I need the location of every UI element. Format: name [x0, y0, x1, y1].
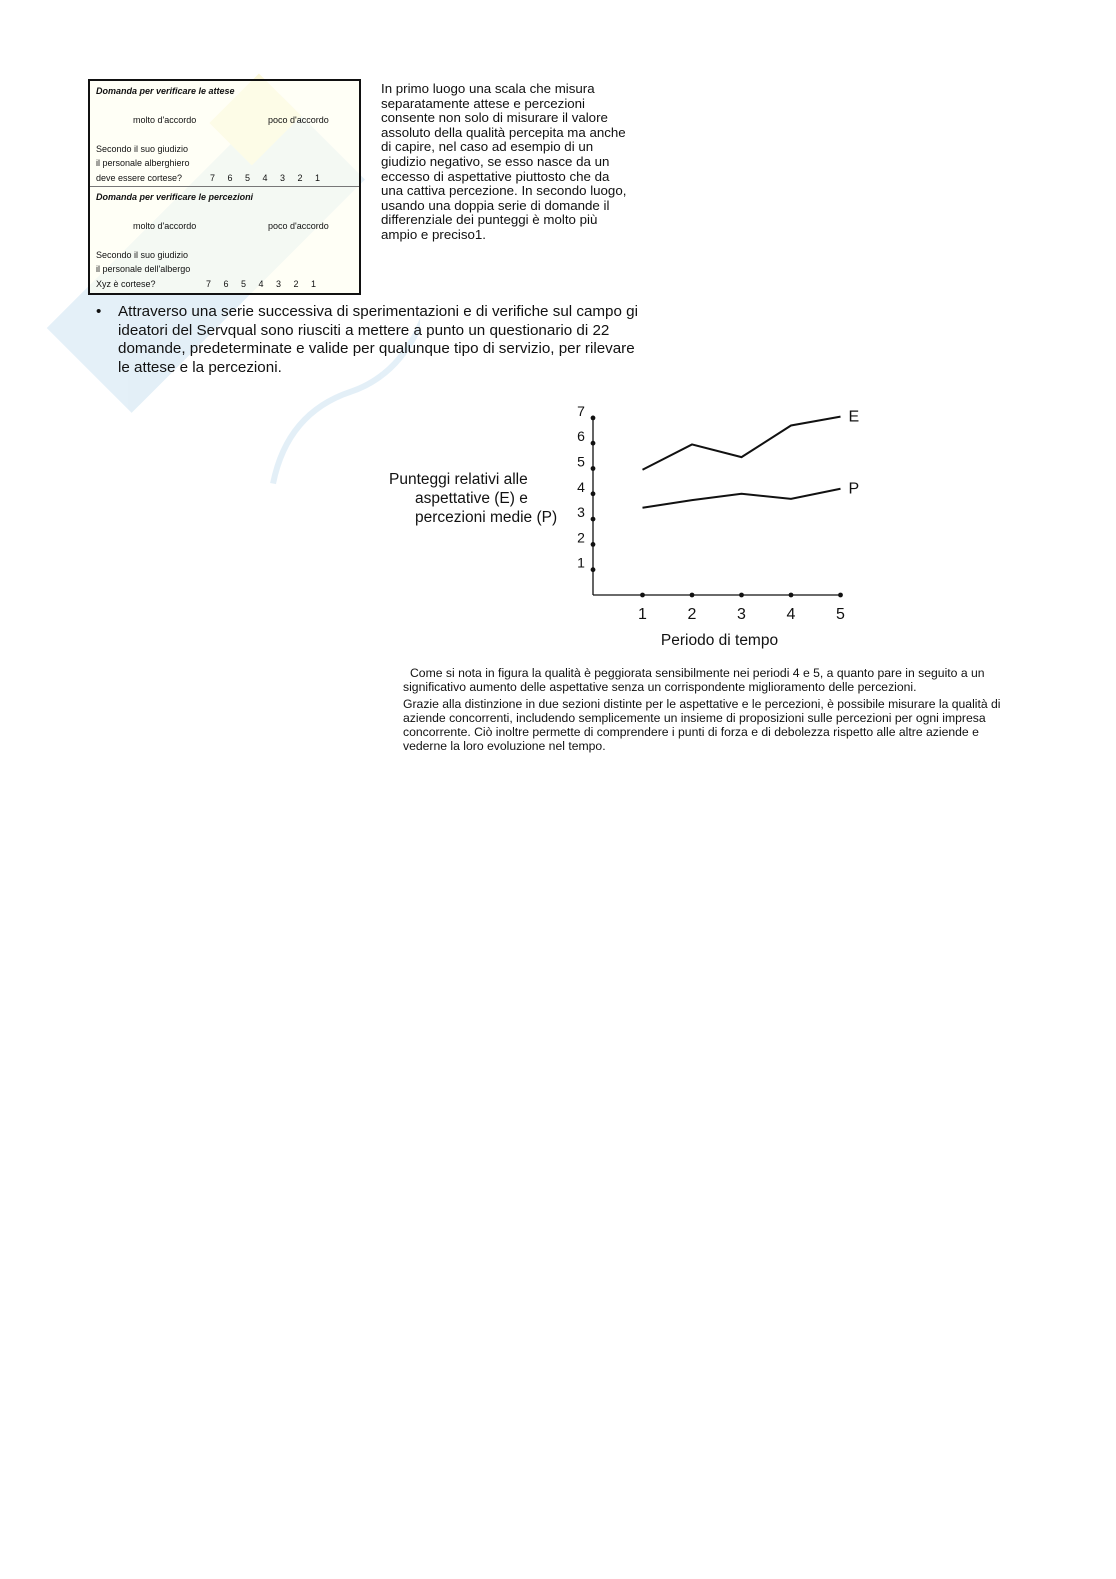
- y-axis-label-line: aspettative (E) e: [415, 490, 528, 507]
- question-line: Xyz è cortese?: [96, 279, 156, 289]
- agree-left-label: molto d'accordo: [133, 221, 197, 231]
- perceptions-title: Domanda per verificare le percezioni: [96, 192, 254, 202]
- rating-scale: 7 6 5 4 3 2 1: [206, 279, 322, 289]
- y-tick-dot: [591, 491, 596, 496]
- y-axis-label-line: percezioni medie (P): [415, 509, 558, 526]
- y-tick-label: 3: [577, 504, 585, 521]
- y-tick-dot: [591, 542, 596, 547]
- x-tick-label: 2: [687, 606, 697, 623]
- x-tick-label: 4: [786, 606, 796, 623]
- x-tick-dot: [789, 593, 794, 598]
- series-line-e: [643, 417, 841, 470]
- y-tick-dot: [591, 466, 596, 471]
- chart-caption: [403, 666, 1003, 756]
- expectations-question: [90, 81, 359, 187]
- question-line: il personale alberghiero: [96, 158, 190, 168]
- expectations-title: Domanda per verificare le attese: [96, 86, 235, 96]
- y-tick-label: 1: [577, 554, 585, 571]
- question-line: Secondo il suo giudizio: [96, 144, 189, 154]
- question-line: Secondo il suo giudizio: [96, 250, 189, 260]
- x-tick-dot: [838, 593, 843, 598]
- x-tick-dot: [690, 593, 695, 598]
- agree-right-label: poco d'accordo: [268, 221, 329, 231]
- line-chart: [380, 398, 880, 658]
- y-tick-label: 6: [577, 428, 585, 445]
- y-tick-dot: [591, 517, 596, 522]
- question-box: [88, 79, 361, 295]
- x-tick-label: 1: [638, 606, 647, 623]
- question-line: il personale dell'albergo: [96, 264, 191, 274]
- y-tick-dot: [591, 416, 596, 421]
- x-tick-label: 5: [836, 606, 845, 623]
- y-tick-label: 4: [577, 478, 585, 495]
- x-axis-label: Periodo di tempo: [660, 632, 779, 649]
- x-tick-dot: [640, 593, 645, 598]
- y-tick-dot: [591, 441, 596, 446]
- caption-paragraph: Grazie alla distinzione in due sezioni distinte per le aspettative e le percezioni, è possibile misurare la qualità di aziende concorrenti, includendo semplicemente un insieme di proposizioni sulle percezioni per ogni impresa concorrente. Ciò inoltre permette di comprendere i punti di forza e di debolezza rispetto alle altre aziende e vederne la loro evoluzione nel tempo.: [403, 696, 1001, 754]
- x-tick-dot: [739, 593, 744, 598]
- bullet-mark: •: [96, 303, 102, 320]
- agree-right-label: poco d'accordo: [268, 115, 329, 125]
- y-tick-label: 7: [577, 402, 585, 419]
- y-axis-label-line: Punteggi relativi alle: [389, 471, 528, 488]
- y-tick-label: 5: [577, 453, 585, 470]
- bullet-text: Attraverso una serie successiva di sperimentazioni e di verifiche sul campo gi ideatori del Servqual sono riusciti a mettere a punto un questionario di 22 domande, predeterminate e valide per qualunque tipo di servizio, per rilevare le attese e la percezioni.: [118, 303, 638, 376]
- y-tick-label: 2: [577, 529, 585, 546]
- y-tick-dot: [591, 567, 596, 572]
- perceptions-question: [90, 187, 359, 293]
- caption-paragraph: Come si nota in figura la qualità è peggiorata sensibilmente nei periodi 4 e 5, a quanto pare in seguito a un significativo aumento delle aspettative senza un corrispondente miglioramento delle percezioni.: [403, 666, 985, 695]
- series-line-p: [643, 489, 841, 508]
- side-paragraph: In primo luogo una scala che misura separatamente attese e percezioni consente non solo di misurare il valore assoluto della qualità percepita ma anche di capire, nel caso ad esempio di un giudizio negativo, se esso nasce da un eccesso di aspettative piuttosto che da una cattiva percezione. In secondo luogo, usando una doppia serie di domande il differenziale dei punteggi è molto più ampio e preciso1.: [381, 81, 627, 242]
- series-label-e: E: [848, 408, 860, 426]
- x-tick-label: 3: [737, 606, 746, 623]
- series-label-p: P: [848, 480, 860, 498]
- question-line: deve essere cortese?: [96, 173, 183, 183]
- rating-scale: 7 6 5 4 3 2 1: [210, 173, 326, 183]
- agree-left-label: molto d'accordo: [133, 115, 197, 125]
